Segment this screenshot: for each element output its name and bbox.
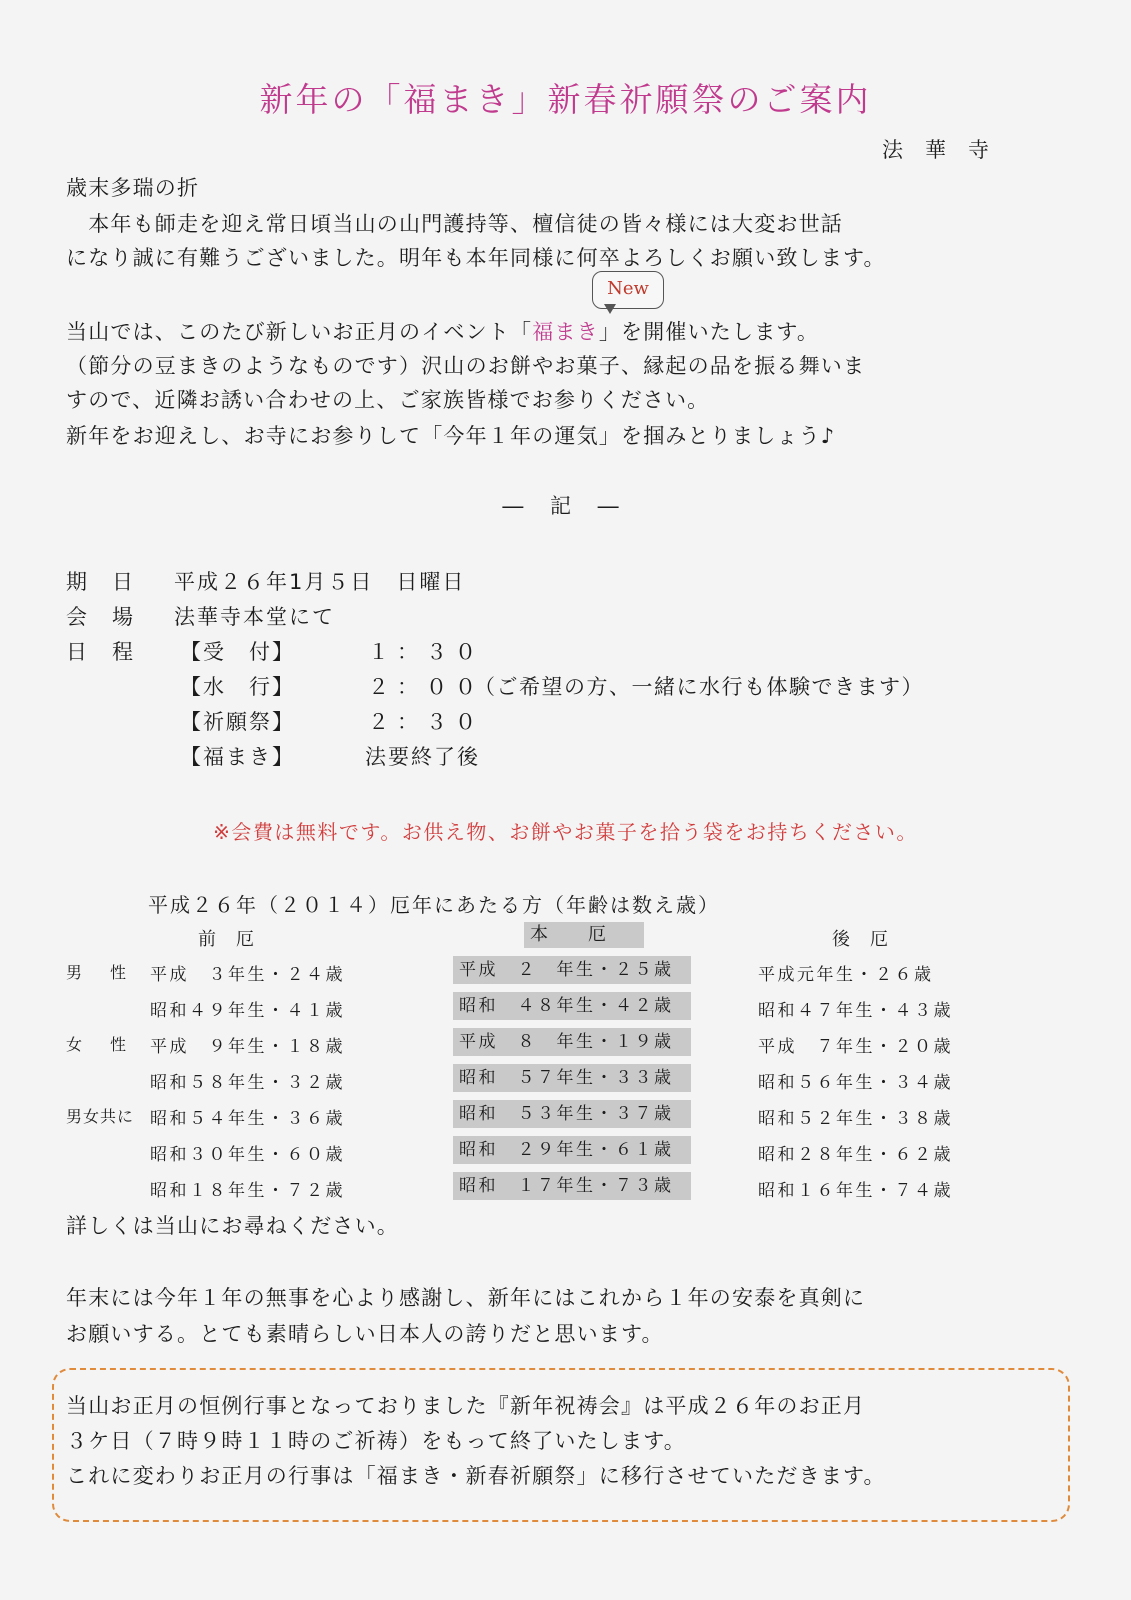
greeting: 歳末多瑞の折 — [66, 176, 200, 200]
honyaku-cell: 昭和 ５３年生・３７歳 — [453, 1100, 691, 1128]
date-label: 期 日 — [66, 570, 135, 594]
maeyaku-cell: 昭和１８年生・７２歳 — [150, 1181, 345, 1201]
paragraph-line: になり誠に有難うございました。明年も本年同様に何卒よろしくお願い致します。 — [66, 246, 886, 270]
announcement-line: これに変わりお正月の行事は「福まき・新春祈願祭」に移行させていただきます。 — [66, 1464, 886, 1488]
group-label: 男 性 — [66, 963, 133, 982]
program-item-name: 【受 付】 — [180, 640, 295, 664]
yakudoshi-title: 平成２６年（２０１４）厄年にあたる方（年齢は数え歳） — [148, 893, 720, 917]
atoyaku-cell: 昭和５６年生・３４歳 — [758, 1073, 953, 1093]
inquiry-note: 詳しくは当山にお尋ねください。 — [66, 1214, 399, 1238]
program-item-time: 法要終了後 — [365, 745, 480, 769]
program-item-name: 【水 行】 — [180, 675, 295, 699]
atoyaku-cell: 平成元年生・２６歳 — [758, 965, 934, 985]
event-text-before: 当山では、このたび新しいお正月のイベント「 — [66, 320, 533, 344]
event-text-after: 」を開催いたします。 — [598, 320, 820, 344]
maeyaku-cell: 平成 ３年生・２４歳 — [150, 965, 345, 985]
event-highlight: 福まき — [532, 320, 599, 344]
ki-heading: ― 記 ― — [502, 494, 629, 518]
event-line — [66, 316, 819, 346]
group-label: 男女共に — [66, 1107, 135, 1126]
program-label: 日 程 — [66, 640, 135, 664]
honyaku-cell: 昭和 ５７年生・３３歳 — [453, 1064, 691, 1092]
honyaku-cell: 平成 ８ 年生・１９歳 — [453, 1028, 691, 1056]
closing-line: お願いする。とても素晴らしい日本人の誇りだと思います。 — [66, 1322, 664, 1346]
venue-label: 会 場 — [66, 605, 135, 629]
header-maeyaku: 前厄 — [198, 929, 274, 950]
honyaku-cell: 昭和 ２９年生・６１歳 — [453, 1136, 691, 1164]
closing-line: 年末には今年１年の無事を心より感謝し、新年にはこれから１年の安泰を真剣に — [66, 1286, 866, 1310]
maeyaku-cell: 昭和４９年生・４１歳 — [150, 1001, 345, 1021]
program-item-note: （ご希望の方、一緒に水行も体験できます） — [474, 675, 924, 699]
event-line: （節分の豆まきのようなものです）沢山のお餅やお菓子、縁起の品を振る舞いま — [66, 354, 866, 378]
document-title: 新年の「福まき」新春祈願祭のご案内 — [259, 80, 872, 119]
header-atoyaku: 後厄 — [832, 929, 908, 950]
honyaku-cell: 昭和 １７年生・７３歳 — [453, 1172, 691, 1200]
atoyaku-cell: 昭和１６年生・７４歳 — [758, 1181, 953, 1201]
venue-value: 法華寺本堂にて — [174, 605, 335, 629]
group-label: 女 性 — [66, 1035, 133, 1054]
atoyaku-cell: 昭和２８年生・６２歳 — [758, 1145, 953, 1165]
maeyaku-cell: 昭和３０年生・６０歳 — [150, 1145, 345, 1165]
header-honyaku: 本厄 — [524, 922, 644, 948]
maeyaku-cell: 平成 ９年生・１８歳 — [150, 1037, 345, 1057]
announcement-line: ３ケ日（７時９時１１時のご祈祷）をもって終了いたします。 — [66, 1429, 686, 1453]
fee-notice: ※会費は無料です。お供え物、お餅やお菓子を拾う袋をお持ちください。 — [213, 820, 918, 844]
program-item-name: 【福まき】 — [180, 745, 295, 769]
program-item-time: １：３０ — [368, 640, 484, 664]
atoyaku-cell: 昭和５２年生・３８歳 — [758, 1109, 953, 1129]
date-value: 平成２６年1月５日 日曜日 — [174, 570, 466, 594]
atoyaku-cell: 昭和４７年生・４３歳 — [758, 1001, 953, 1021]
new-badge-tail — [604, 304, 616, 314]
paragraph-line: 本年も師走を迎え常日頃当山の山門護持等、檀信徒の皆々様には大変お世話 — [66, 212, 843, 236]
maeyaku-cell: 昭和５４年生・３６歳 — [150, 1109, 345, 1129]
temple-name: 法華寺 — [882, 138, 1011, 162]
atoyaku-cell: 平成 ７年生・２０歳 — [758, 1037, 953, 1057]
new-badge: New — [592, 271, 664, 309]
announcement-line: 当山お正月の恒例行事となっておりました『新年祝祷会』は平成２６年のお正月 — [66, 1394, 866, 1418]
honyaku-cell: 平成 ２ 年生・２５歳 — [453, 956, 691, 984]
program-item-time: ２：００ — [368, 675, 484, 699]
program-item-name: 【祈願祭】 — [180, 710, 295, 734]
event-line: 新年をお迎えし、お寺にお参りして「今年１年の運気」を掴みとりましょう♪ — [66, 424, 836, 448]
program-item-time: ２：３０ — [368, 710, 484, 734]
honyaku-cell: 昭和 ４８年生・４２歳 — [453, 992, 691, 1020]
event-line: すので、近隣お誘い合わせの上、ご家族皆様でお参りください。 — [66, 388, 710, 412]
maeyaku-cell: 昭和５８年生・３２歳 — [150, 1073, 345, 1093]
